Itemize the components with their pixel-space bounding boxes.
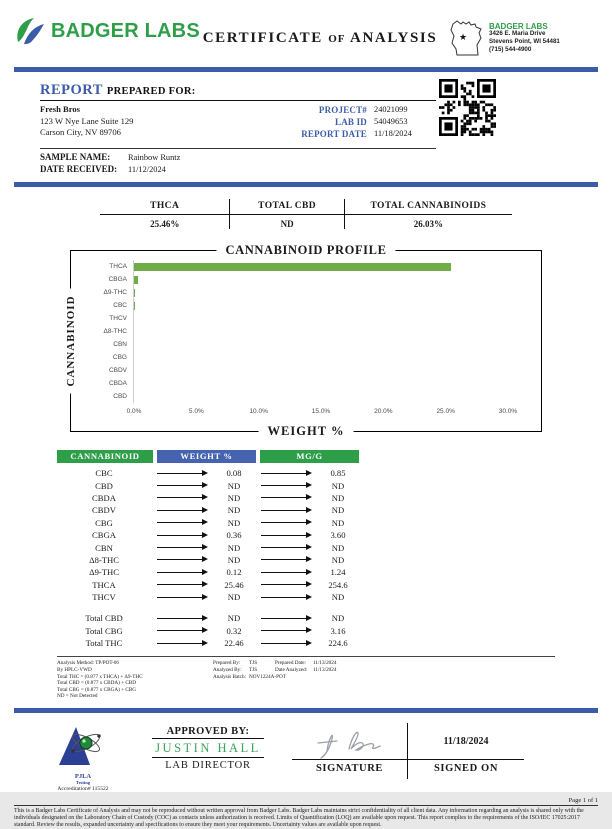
chart-bar: [134, 263, 451, 271]
project-number-label: PROJECT#: [318, 105, 367, 115]
summary-column: [100, 199, 229, 229]
sample-name-value: Rainbow Runtz: [128, 153, 181, 162]
sample-name-label: SAMPLE NAME:: [40, 152, 111, 162]
mg-g-value: 0.85: [330, 468, 346, 479]
prepared-by-value: TJS: [249, 660, 258, 667]
arrow-icon: [157, 630, 204, 631]
chart-category-label: Δ8-THC: [103, 328, 127, 335]
chart-x-axis-label: WEIGHT %: [259, 424, 354, 439]
weight-percent-value: ND: [227, 505, 241, 516]
weight-percent-value: 0.08: [226, 468, 242, 479]
footnote-line: By HPLC-VWD: [57, 667, 92, 674]
arrow-icon: [157, 597, 204, 598]
chart-xtick-label: 15.0%: [311, 408, 331, 415]
arrow-icon: [261, 643, 308, 644]
client-address-block: [40, 104, 258, 140]
chart-bar-row: [79, 351, 533, 364]
chart-category-label: CBN: [113, 341, 127, 348]
star-icon: ★: [459, 33, 468, 43]
arrow-icon: [261, 572, 308, 573]
chart-xtick-label: 0.0%: [126, 408, 142, 415]
header-weight-percent: WEIGHT %: [157, 450, 256, 463]
signed-on-date: 11/18/2024: [408, 723, 524, 760]
chart-category-label: CBDA: [108, 380, 127, 387]
chart-category-label: CBGA: [108, 276, 127, 283]
cannabinoid-name: Total CBG: [85, 625, 123, 636]
chart-bar-track: [133, 312, 508, 325]
chart-y-axis-label: CANNABINOID: [65, 288, 77, 393]
qr-code: [439, 79, 496, 136]
chart-bar-row: [79, 273, 533, 286]
table-row: [57, 637, 359, 649]
chart-category-label: CBD: [113, 393, 127, 400]
arrow-icon: [157, 584, 204, 585]
chart-bar: [134, 276, 138, 284]
sample-info-block: [40, 148, 436, 175]
table-row: [57, 591, 359, 603]
wisconsin-map-icon: [446, 18, 486, 58]
lab-id-value: 54049653: [374, 117, 408, 126]
chart-category-label: CBDV: [108, 367, 127, 374]
footnotes: [57, 656, 555, 700]
chart-bar-row: [79, 299, 533, 312]
table-row: [57, 529, 359, 541]
analyzed-by-value: TJS: [249, 667, 258, 674]
weight-percent-value: 25.46: [224, 579, 244, 590]
chart-bar: [134, 289, 135, 297]
chart-bar-row: [79, 377, 533, 390]
summary-header: TOTAL CANNABINOIDS: [345, 199, 512, 215]
mg-g-value: ND: [331, 517, 345, 528]
cannabinoid-name: Δ8-THC: [89, 554, 119, 565]
sample-name-row: [40, 152, 436, 164]
prepared-row: [213, 660, 353, 667]
arrow-icon: [157, 643, 204, 644]
chart-bar-track: [133, 273, 508, 286]
report-date-row: [258, 128, 436, 140]
arrow-icon: [157, 535, 204, 536]
weight-percent-value: 0.32: [226, 625, 242, 636]
date-received-label: DATE RECEIVED:: [40, 163, 118, 174]
chart-bar-track: [133, 390, 508, 403]
report-section: [40, 81, 572, 140]
badger-leaf-icon: [14, 16, 46, 46]
approved-by-label: APPROVED BY:: [152, 726, 264, 739]
chart-bar-track: [133, 351, 508, 364]
arrow-icon: [261, 510, 308, 511]
signature-script: [315, 727, 385, 759]
results-table-body: [57, 467, 359, 603]
accreditation-number: Accreditation# 115522: [57, 785, 109, 792]
analysis-batch-label: Analysis Batch:: [213, 673, 246, 680]
arrow-icon: [261, 473, 308, 474]
arrow-icon: [261, 497, 308, 498]
document-title: CERTIFICATE OF ANALYSIS: [202, 30, 438, 46]
cannabinoid-name: CBGA: [92, 530, 116, 541]
approval-divider-bar: [14, 708, 598, 713]
chart-xtick-label: 25.0%: [436, 408, 455, 415]
summary-value: ND: [280, 219, 294, 229]
arrow-icon: [157, 510, 204, 511]
table-row: [57, 479, 359, 491]
method-notes: [57, 660, 175, 700]
chart-xtick-label: 20.0%: [374, 408, 393, 415]
logo-text: BADGER LABS: [51, 19, 200, 42]
chart-bar-track: [133, 286, 508, 299]
results-table-totals: [57, 612, 359, 649]
arrow-icon: [157, 572, 204, 573]
lab-address-1: 3426 E. Maria Drive: [489, 30, 546, 38]
mg-g-value: ND: [331, 505, 345, 516]
cannabinoid-name: CBD: [95, 480, 113, 491]
arrow-icon: [261, 618, 308, 619]
report-section-title: [40, 81, 436, 101]
date-analyzed-value: 11/13/2024: [313, 667, 337, 674]
arrow-icon: [157, 559, 204, 560]
signature-label: SIGNATURE: [292, 760, 408, 779]
table-row: [57, 517, 359, 529]
summary-table: [100, 199, 512, 229]
analyzed-by-label: Analyzed By:: [213, 667, 242, 674]
chart-category-label: CBG: [112, 354, 127, 361]
arrow-icon: [157, 473, 204, 474]
header-divider-bar: [14, 67, 598, 72]
client-name: Fresh Bros: [40, 104, 81, 114]
table-row: [57, 541, 359, 553]
cannabinoid-name: Total THC: [85, 638, 123, 649]
disclaimer-text: This is a Badger Labs Certificate of Analysis and may not be reproduced without written approval from Badger Labs. Badger Labs maintains strict confidentiality of all client data. Any information regarding an analysis is shared only with the individuals designated on the Laboratory Chain of Custody (COC) as contacts unless authorization is received. Limits of Quantification (LOQ) are available upon request. This report complies to the requirements of the ISO/IEC 17025:2017 standard. Review the results, expanded uncertainty and specifications to ensure they meet your requirements. Uncertainty values are available upon request.: [14, 805, 598, 829]
cannabinoid-name: Total CBD: [85, 613, 123, 624]
mg-g-value: ND: [331, 592, 345, 603]
lab-phone: (715) 544-4900: [489, 45, 532, 53]
weight-percent-value: ND: [227, 554, 241, 565]
prepared-for-label: PREPARED FOR:: [106, 86, 196, 97]
summary-header: THCA: [100, 199, 229, 215]
client-address-1: 123 W Nye Lane Suite 129: [40, 115, 134, 126]
weight-percent-value: ND: [227, 492, 241, 503]
prepared-date-label: Prepared Date:: [275, 660, 306, 667]
badger-labs-logo: [14, 16, 200, 46]
chart-category-label: THCV: [109, 315, 127, 322]
summary-header: TOTAL CBD: [230, 199, 343, 215]
mg-g-value: 3.16: [330, 625, 346, 636]
weight-percent-value: ND: [227, 592, 241, 603]
chart-bar-track: [133, 377, 508, 390]
chart-bar-row: [79, 260, 533, 273]
chart-bar-track: [133, 325, 508, 338]
chart-category-label: Δ9-THC: [103, 289, 127, 296]
footnote-line: Analysis Method: TP/POT-06: [57, 660, 119, 667]
table-row: [57, 625, 359, 637]
date-received-row: [40, 164, 436, 176]
arrow-icon: [261, 559, 308, 560]
cannabinoid-name: CBDA: [92, 492, 116, 503]
weight-percent-value: ND: [227, 480, 241, 491]
cannabinoid-name: Δ9-THC: [89, 567, 119, 578]
chart-rows: [79, 260, 533, 403]
cannabinoid-name: THCV: [92, 592, 116, 603]
mg-g-value: ND: [331, 480, 345, 491]
chart-bar-track: [133, 338, 508, 351]
pjla-logo: [56, 721, 110, 769]
chart-bar-track: [133, 299, 508, 312]
arrow-icon: [157, 618, 204, 619]
chart-title: CANNABINOID PROFILE: [216, 243, 395, 258]
mg-g-value: ND: [331, 542, 345, 553]
weight-percent-value: ND: [227, 542, 241, 553]
cannabinoid-name: CBC: [95, 468, 113, 479]
footnote-line: Total CBG = (0.877 x CBGA) + CBG: [57, 686, 136, 693]
footnote-line: Total CBD = (0.877 x CBDA) + CBD: [57, 680, 136, 687]
table-row: [57, 467, 359, 479]
footnote-line: Total THC = (0.877 x THCA) + Δ9-THC: [57, 673, 143, 680]
arrow-icon: [261, 584, 308, 585]
arrow-icon: [261, 522, 308, 523]
chart-bar-track: [133, 364, 508, 377]
chart-bar: [134, 302, 135, 310]
mg-g-value: 254.6: [328, 579, 348, 590]
client-address-2: Carson City, NV 89706: [40, 127, 121, 137]
signature-area: [292, 723, 408, 760]
results-table-header: [57, 450, 359, 463]
arrow-icon: [157, 522, 204, 523]
table-row: [57, 579, 359, 591]
pjla-name: PJLA: [74, 773, 92, 781]
chart-bar-row: [79, 286, 533, 299]
arrow-icon: [157, 547, 204, 548]
lab-id-row: [258, 116, 436, 128]
summary-value: 25.46%: [150, 219, 180, 229]
chart-bar-row: [79, 338, 533, 351]
approver-name: JUSTIN HALL: [152, 739, 264, 758]
chart-bar-row: [79, 390, 533, 403]
weight-percent-value: 0.36: [226, 530, 242, 541]
table-row: [57, 492, 359, 504]
summary-column: [344, 199, 512, 229]
cannabinoid-profile-chart: [65, 243, 542, 438]
chart-xtick-label: 10.0%: [249, 408, 268, 415]
pjla-accreditation-block: [40, 721, 126, 792]
header-cannabinoid: CANNABINOID: [57, 450, 153, 463]
arrow-icon: [157, 497, 204, 498]
cannabinoid-name: CBG: [95, 517, 113, 528]
arrow-icon: [261, 535, 308, 536]
lab-address-block: [446, 16, 598, 58]
chart-bar-track: [133, 260, 508, 273]
table-row: [57, 612, 359, 624]
cannabinoid-name: CBN: [95, 542, 113, 553]
lab-contact-info: [489, 23, 560, 53]
weight-percent-value: 22.46: [224, 638, 244, 649]
chart-bar-row: [79, 364, 533, 377]
chart-xtick-label: 5.0%: [188, 408, 204, 415]
lab-name: BADGER LABS: [489, 21, 548, 31]
approver-title: LAB DIRECTOR: [165, 760, 251, 772]
analysis-meta: [213, 660, 353, 700]
prepared-date-value: 11/13/2024: [313, 660, 337, 667]
chart-bar-row: [79, 325, 533, 338]
arrow-icon: [261, 630, 308, 631]
analyzed-row: [213, 667, 353, 674]
mg-g-value: ND: [331, 613, 345, 624]
project-info-block: [258, 104, 436, 140]
weight-percent-value: 0.12: [226, 567, 242, 578]
approved-by-block: [152, 721, 264, 771]
date-analyzed-label: Date Analyzed:: [275, 667, 308, 674]
summary-value: 26.03%: [413, 219, 444, 229]
report-date-value: 11/18/2024: [374, 129, 412, 138]
sample-divider-bar: [14, 182, 598, 187]
weight-percent-value: ND: [227, 517, 241, 528]
table-row: [57, 566, 359, 578]
cannabinoid-name: CBDV: [92, 505, 116, 516]
project-number-row: [258, 104, 436, 116]
weight-percent-value: ND: [227, 613, 241, 624]
mg-g-value: 224.6: [328, 638, 348, 649]
header: [0, 0, 612, 58]
signed-on-label: SIGNED ON: [433, 763, 499, 775]
report-date-label: REPORT DATE: [301, 129, 367, 139]
arrow-icon: [261, 547, 308, 548]
mg-g-value: 3.60: [330, 530, 346, 541]
prepared-by-label: Prepared By:: [213, 660, 241, 667]
lab-address-2: Stevens Point, WI 54481: [489, 38, 560, 45]
mg-g-value: 1.24: [330, 567, 346, 578]
chart-xticks: [126, 408, 518, 418]
footnote-line: ND = Not Detected: [57, 693, 98, 700]
lab-id-label: LAB ID: [335, 117, 367, 127]
approval-section: [40, 721, 572, 792]
analysis-batch-value: NOV1224A-POT: [249, 673, 286, 680]
table-row: [57, 504, 359, 516]
results-table: [57, 450, 359, 649]
report-word: REPORT: [40, 82, 103, 98]
arrow-icon: [261, 597, 308, 598]
chart-xtick-label: 30.0%: [498, 408, 518, 415]
summary-column: [229, 199, 343, 229]
arrow-icon: [261, 485, 308, 486]
page-title: [194, 16, 446, 47]
table-row: [57, 554, 359, 566]
chart-category-label: CBC: [113, 302, 127, 309]
batch-row: [213, 674, 353, 681]
chart-bar-row: [79, 312, 533, 325]
cannabinoid-name: THCA: [92, 579, 116, 590]
mg-g-value: ND: [331, 492, 345, 503]
mg-g-value: ND: [331, 554, 345, 565]
arrow-icon: [157, 485, 204, 486]
signature-block: [292, 721, 524, 779]
pjla-subtitle: Testing: [75, 780, 91, 786]
date-received-value: 11/12/2024: [128, 164, 166, 174]
page-number: Page 1 of 1: [568, 796, 598, 804]
header-mg-g: MG/G: [260, 450, 359, 463]
project-number-value: 24021099: [374, 105, 408, 114]
chart-category-label: THCA: [109, 263, 127, 270]
